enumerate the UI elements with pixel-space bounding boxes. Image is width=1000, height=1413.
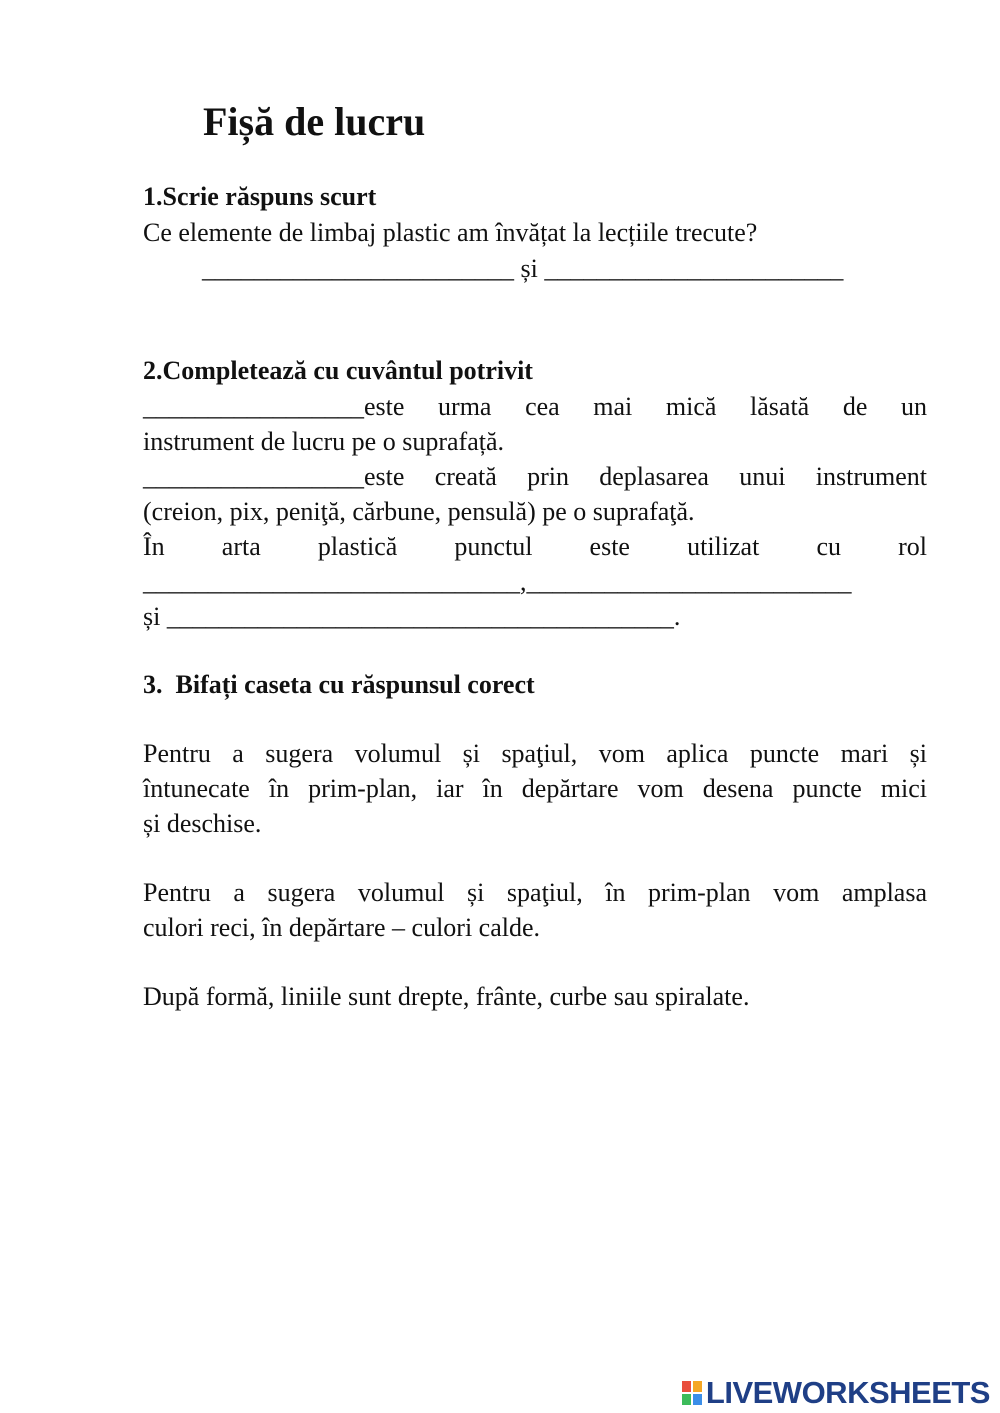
statement1-line3[interactable]: și deschise.	[143, 809, 262, 838]
section1-answer-line[interactable]: ________________________ și _______________________	[202, 254, 844, 283]
statement3[interactable]: După formă, liniile sunt drepte, frânte, curbe sau spiralate.	[143, 982, 750, 1011]
page-title: Fișă de lucru	[203, 99, 426, 144]
section2-line5: În arta plastică punctul este utilizat cu rol	[143, 532, 927, 561]
logo-mark-icon	[682, 1381, 702, 1405]
liveworksheets-logo	[682, 1375, 990, 1411]
statement2-line1[interactable]: Pentru a sugera volumul și spaţiul, în prim-plan vom amplasa	[143, 878, 927, 907]
section2-line4: (creion, pix, peniţă, cărbune, pensulă) pe o suprafaţă.	[143, 497, 695, 526]
section2-line2: instrument de lucru pe o suprafață.	[143, 427, 504, 456]
section2-heading: 2.Completează cu cuvântul potrivit	[143, 356, 533, 385]
section2-line7[interactable]: și _______________________________________.	[143, 602, 681, 631]
statement1-line2[interactable]: întunecate în prim-plan, iar în depărtare vom desena puncte mici	[143, 774, 927, 803]
logo-text: LIVEWORKSHEETS	[705, 1375, 990, 1410]
section1-heading: 1.Scrie răspuns scurt	[143, 182, 377, 211]
section2-line6[interactable]: _____________________________,_________________________	[143, 567, 852, 596]
statement1-line1[interactable]: Pentru a sugera volumul și spaţiul, vom aplica puncte mari și	[143, 739, 927, 768]
section2-line1[interactable]: _________________este urma cea mai mică lăsată de un	[143, 392, 927, 421]
section2-line3[interactable]: _________________este creată prin deplasarea unui instrument	[143, 462, 927, 491]
section3-heading: 3. Bifați caseta cu răspunsul corect	[143, 670, 535, 699]
section1-question: Ce elemente de limbaj plastic am învățat la lecțiile trecute?	[143, 218, 758, 247]
statement2-line2[interactable]: culori reci, în depărtare – culori calde.	[143, 913, 541, 942]
